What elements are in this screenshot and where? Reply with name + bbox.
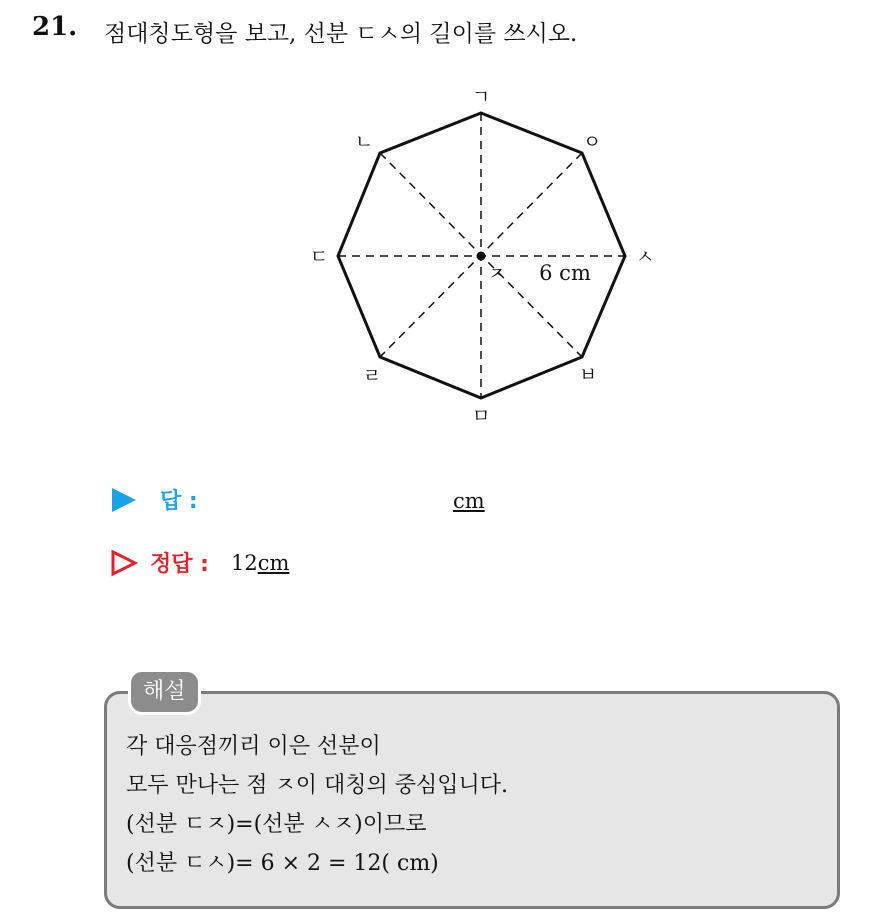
filled-triangle-icon bbox=[110, 486, 138, 514]
question-number: 21. bbox=[32, 12, 78, 42]
vertex-label-top: ㄱ bbox=[471, 86, 491, 108]
question-text: 점대칭도형을 보고, 선분 ㄷㅅ의 길이를 쓰시오. bbox=[104, 21, 578, 47]
explanation-line: (선분 ㄷㅈ)=(선분 ㅅㅈ)이므로 bbox=[126, 812, 427, 837]
vertex-label-right: ㅅ bbox=[635, 246, 655, 268]
explanation-line: 모두 만나는 점 ㅈ이 대칭의 중심입니다. bbox=[126, 773, 508, 798]
explanation-line: (선분 ㄷㅅ)= 6 × 2 = 12( cm) bbox=[126, 851, 439, 876]
explanation-text bbox=[126, 727, 508, 883]
correct-answer-row bbox=[110, 547, 289, 578]
answer-row bbox=[110, 484, 198, 515]
vertex-label-bottom: ㅁ bbox=[471, 405, 491, 427]
outline-triangle-icon bbox=[110, 549, 138, 577]
correct-answer-label: 정답 : bbox=[150, 552, 209, 577]
explanation-tag: 해설 bbox=[128, 669, 201, 715]
answer-unit-blank: cm bbox=[453, 489, 485, 513]
measurement-label: 6 cm bbox=[539, 261, 591, 285]
explanation-line: 각 대응점끼리 이은 선분이 bbox=[126, 734, 381, 759]
vertex-label-left: ㄷ bbox=[309, 246, 329, 268]
center-point bbox=[477, 252, 486, 261]
vertex-label-upper-left: ㄴ bbox=[354, 131, 374, 153]
vertex-label-upper-right: ㅇ bbox=[582, 131, 602, 153]
correct-unit: cm bbox=[257, 550, 290, 575]
vertex-label-lower-left: ㄹ bbox=[362, 365, 382, 387]
vertex-label-lower-right: ㅂ bbox=[578, 364, 598, 386]
center-label: ㅈ bbox=[487, 263, 507, 285]
answer-label: 답 : bbox=[160, 489, 198, 514]
correct-number: 12 bbox=[230, 550, 258, 575]
correct-answer-value bbox=[231, 551, 289, 575]
